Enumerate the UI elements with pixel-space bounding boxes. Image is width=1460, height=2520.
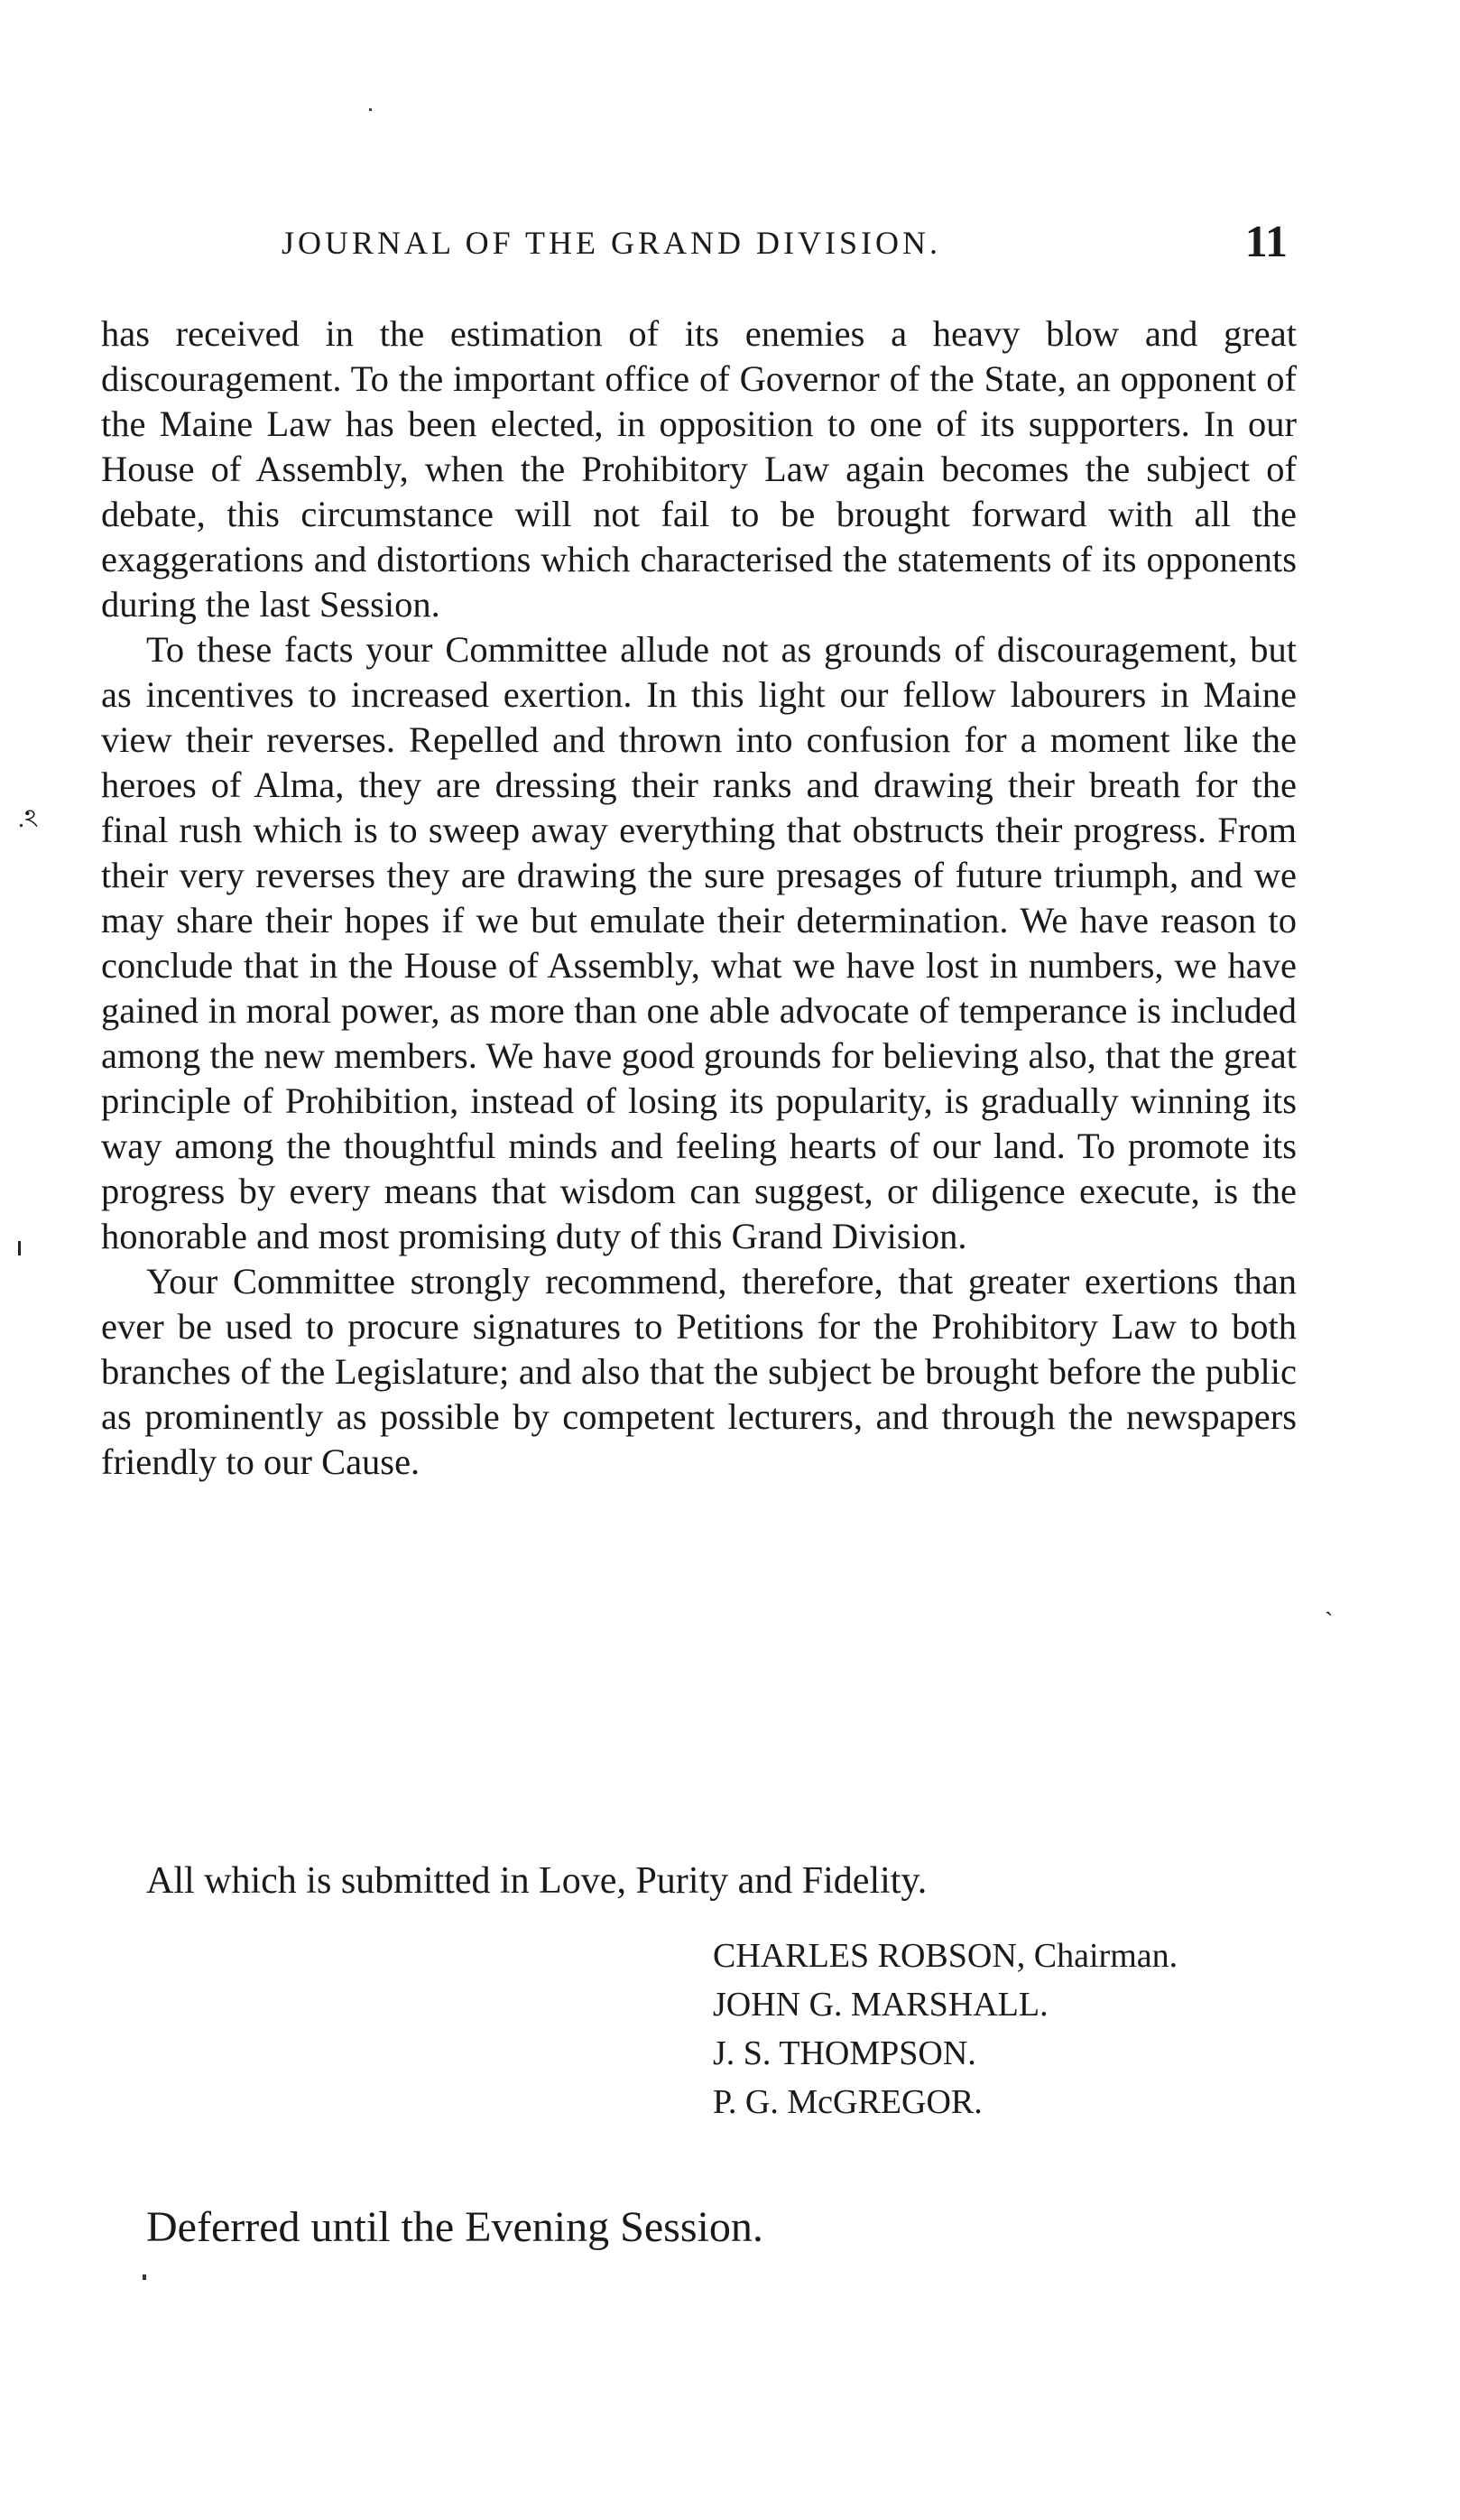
- margin-mark: [18, 1241, 21, 1255]
- deferred-note: Deferred until the Evening Session.: [146, 2203, 763, 2251]
- page-header: [101, 215, 1297, 278]
- paragraph: To these facts your Committee allude not as grounds of discouragement, but as incentives to increased exertion. In this light our fellow labourers in Maine view their reverses. Repelled and thrown into confusion for a moment like the heroes of Alma, they are dressing their ranks and drawing their breath for the final rush which is to sweep away everything that obstructs their progress. From their very reverses they are drawing the sure presages of future triumph, and we may share their hopes if we but emulate their determination. We have reason to conclude that in the House of Assembly, what we have lost in numbers, we have gained in moral power, as more than one able advocate of temperance is included among the new members. We have good grounds for believing also, that the great principle of Prohibition, instead of losing its popularity, is gradually winning its way among the thoughtful minds and feeling hearts of our land. To promote its progress by every means that wisdom can suggest, or diligence execute, is the honorable and most promising duty of this Grand Division.: [101, 629, 1297, 1256]
- signature-line: P. G. McGREGOR.: [713, 2083, 983, 2121]
- paragraph: Your Committee strongly recommend, therefore, that greater exertions than ever be used to procure signatures to Petitions for the Prohibitory Law to both branches of the Legislature; and also that the subject be brought before the public as prominently as possible by competent lecturers, and through the newspapers friendly to our Cause.: [101, 1261, 1297, 1482]
- signature-line: CHARLES ROBSON, Chairman.: [713, 1937, 1178, 1975]
- running-head: JOURNAL OF THE GRAND DIVISION.: [282, 225, 941, 261]
- page-speck: [369, 108, 372, 111]
- body-text: [101, 311, 1297, 1485]
- page-number: 11: [1244, 216, 1288, 266]
- signature-line: J. S. THOMPSON.: [713, 2034, 976, 2072]
- margin-mark: .ঽ: [18, 805, 39, 833]
- margin-mark: ˎ: [1325, 1589, 1334, 1617]
- closing-line: All which is submitted in Love, Purity and Fidelity.: [146, 1860, 928, 1902]
- ink-mark: [143, 2274, 146, 2280]
- signature-line: JOHN G. MARSHALL.: [713, 1986, 1049, 2024]
- paragraph: has received in the estimation of its enemies a heavy blow and great discouragement. To the important office of Governor of the State, an opponent of the Maine Law has been elected, in opposition to one of its supporters. In our House of Assembly, when the Prohibitory Law again becomes the subject of debate, this circumstance will not fail to be brought forward with all the exaggerations and distortions which characterised the statements of its opponents during the last Session.: [101, 313, 1297, 625]
- signature-block: [713, 1932, 1178, 2126]
